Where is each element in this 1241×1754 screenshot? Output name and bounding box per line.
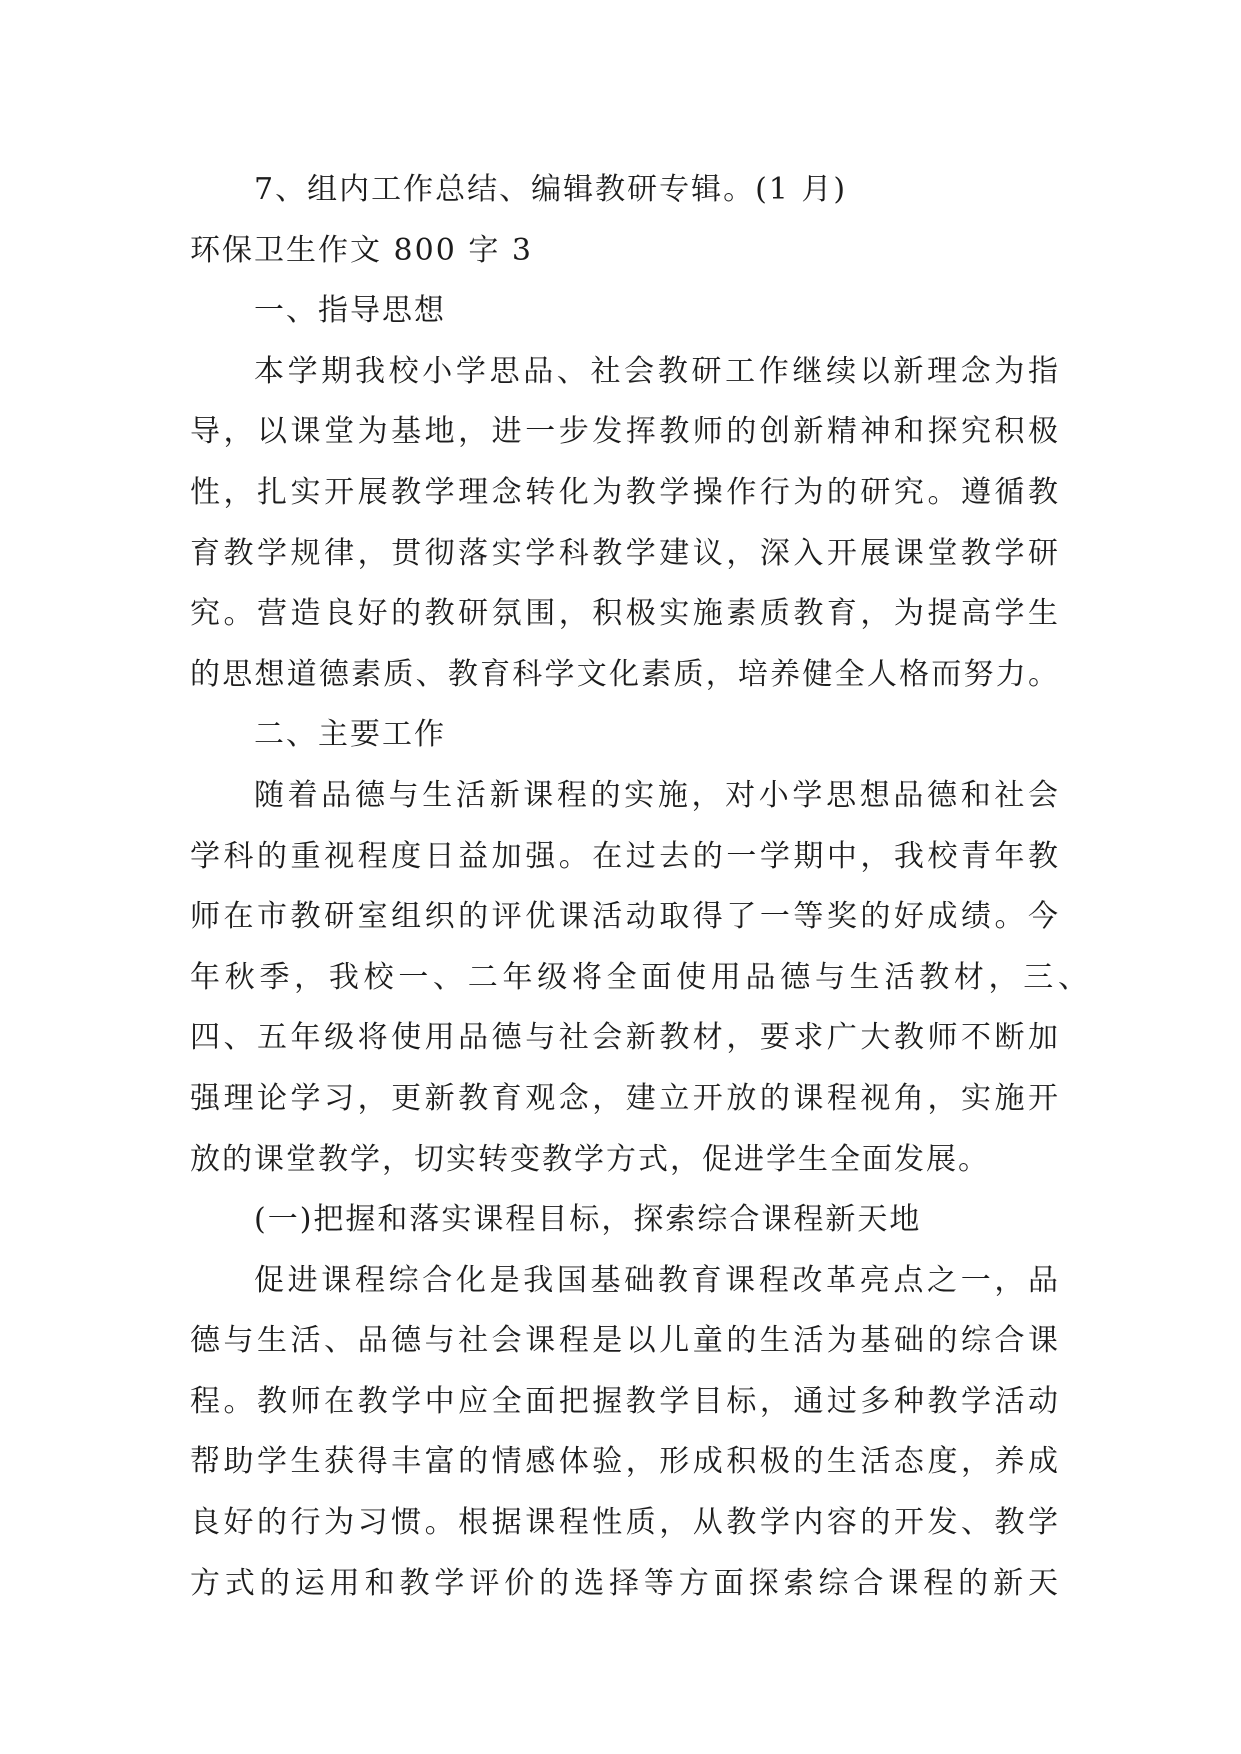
paragraph-line: 程。教师在教学中应全面把握教学目标，通过多种教学活动 xyxy=(190,1383,1060,1419)
essay-title: 环保卫生作文 800 字 3 xyxy=(190,232,533,268)
paragraph-line: 四、五年级将使用品德与社会新教材，要求广大教师不断加 xyxy=(190,1020,1060,1056)
paragraph-line: 方式的运用和教学评价的选择等方面探索综合课程的新天 xyxy=(190,1565,1060,1601)
paragraph-line: 究。营造良好的教研氛围，积极实施素质教育，为提高学生 xyxy=(190,596,1060,632)
paragraph-line: 本学期我校小学思品、社会教研工作继续以新理念为指 xyxy=(254,353,1060,389)
paragraph-line: 强理论学习，更新教育观念，建立开放的课程视角，实施开 xyxy=(190,1080,1060,1116)
paragraph-line: 学科的重视程度日益加强。在过去的一学期中，我校青年教 xyxy=(190,838,1060,874)
list-item-summary: 7、组内工作总结、编辑教研专辑。(1 月) xyxy=(254,172,848,207)
paragraph-line: 的思想道德素质、教育科学文化素质，培养健全人格而努力。 xyxy=(190,656,1060,692)
document-body xyxy=(190,160,1090,1614)
paragraph-line: 良好的行为习惯。根据课程性质，从教学内容的开发、教学 xyxy=(190,1505,1060,1541)
paragraph-line: 帮助学生获得丰富的情感体验，形成积极的生活态度，养成 xyxy=(190,1444,1060,1480)
subsection-heading: (一)把握和落实课程目标，探索综合课程新天地 xyxy=(254,1202,922,1238)
paragraph-line: 促进课程综合化是我国基础教育课程改革亮点之一，品 xyxy=(254,1262,1060,1298)
paragraph-line: 随着品德与生活新课程的实施，对小学思想品德和社会 xyxy=(254,777,1060,813)
section-heading-main-work: 二、主要工作 xyxy=(254,717,446,753)
paragraph-line: 年秋季，我校一、二年级将全面使用品德与生活教材，三、 xyxy=(190,959,1090,995)
paragraph-line: 导，以课堂为基地，进一步发挥教师的创新精神和探究积极 xyxy=(190,414,1060,450)
paragraph-line: 师在市教研室组织的评优课活动取得了一等奖的好成绩。今 xyxy=(190,899,1060,935)
paragraph-line: 性，扎实开展教学理念转化为教学操作行为的研究。遵循教 xyxy=(190,474,1060,510)
section-heading-guiding-ideology: 一、指导思想 xyxy=(254,293,446,329)
paragraph-line: 育教学规律，贯彻落实学科教学建议，深入开展课堂教学研 xyxy=(190,535,1060,571)
paragraph-line: 放的课堂教学，切实转变教学方式，促进学生全面发展。 xyxy=(190,1141,990,1177)
paragraph-line: 德与生活、品德与社会课程是以儿童的生活为基础的综合课 xyxy=(190,1323,1060,1359)
